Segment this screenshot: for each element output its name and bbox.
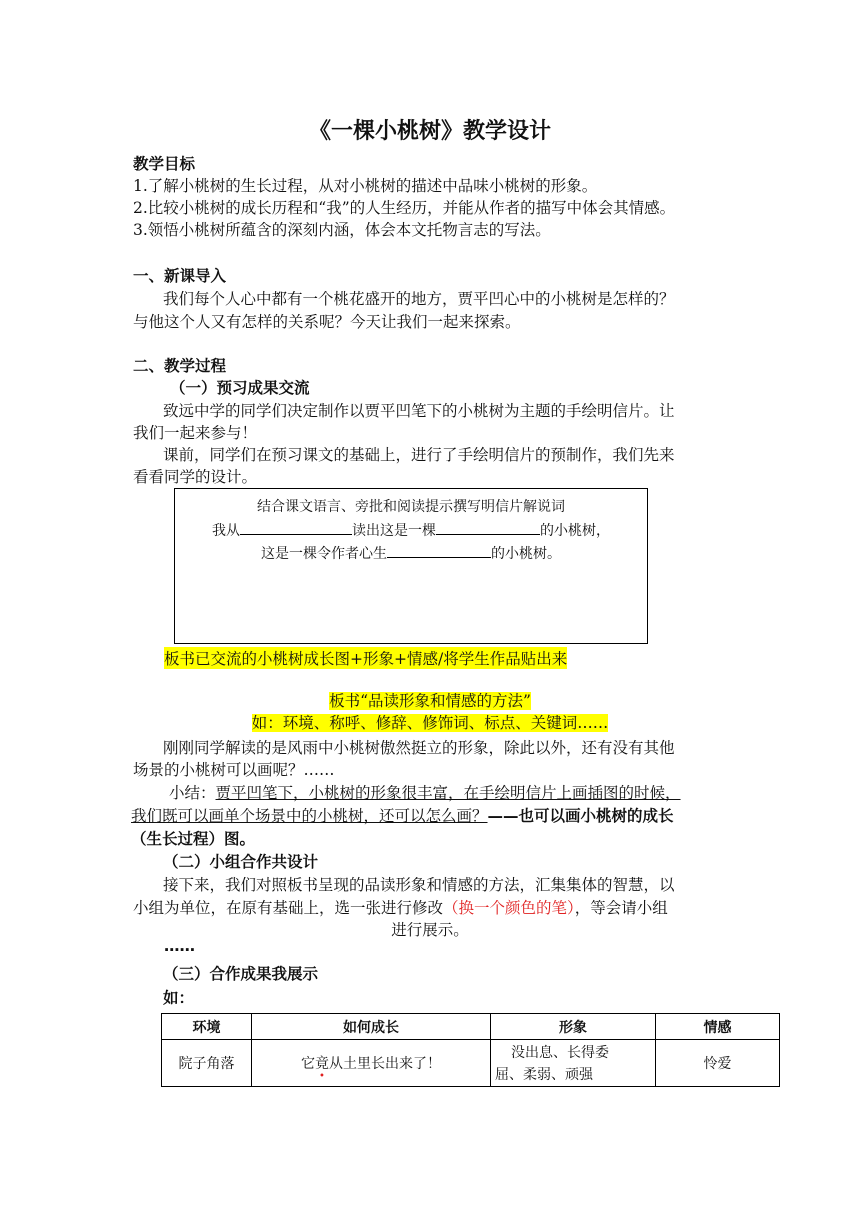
fill-blank[interactable] xyxy=(387,542,491,558)
cell-text: 屈、柔弱、顽强 xyxy=(495,1067,593,1083)
paragraph-line xyxy=(133,896,668,918)
board-note-row xyxy=(0,711,860,733)
ellipsis: …… xyxy=(164,937,195,955)
postcard-instruction: 结合课文语言、旁批和阅读提示撰写明信片解说词 xyxy=(257,499,565,515)
goal-item: 1.了解小桃树的生长过程，从对小桃树的描述中品味小桃树的形象。 xyxy=(133,177,598,195)
postcard-text: 我从 xyxy=(212,523,240,539)
paragraph-line: 接下来，我们对照板书呈现的品读形象和情感的方法，汇集集体的智慧，以 xyxy=(163,876,675,894)
emphasis-char: 竟 xyxy=(315,1056,329,1072)
postcard-fill-line xyxy=(175,519,647,540)
fill-blank[interactable] xyxy=(240,519,352,535)
page-title: 《一棵小桃树》教学设计 xyxy=(308,119,551,144)
results-table xyxy=(161,1013,780,1087)
section1-heading: 一、新课导入 xyxy=(133,267,227,285)
fill-blank[interactable] xyxy=(436,519,540,535)
postcard-text: 的小桃树， xyxy=(540,523,610,539)
postcard-text: 的小桃树。 xyxy=(491,546,561,562)
goals-heading: 教学目标 xyxy=(133,155,196,173)
cell-text: 从土里长出来了！ xyxy=(329,1056,441,1072)
highlighted-note: 板书“品读形象和情感的方法” xyxy=(329,692,531,710)
cell-text: 它 xyxy=(301,1056,315,1072)
paragraph-line: 进行展示。 xyxy=(391,921,469,939)
table-cell-image xyxy=(491,1040,656,1087)
cell-text: 没出息、长得委 xyxy=(511,1045,609,1061)
highlighted-note: 板书已交流的小桃树成长图+形象+情感/将学生作品贴出来 xyxy=(164,647,567,669)
example-label: 如： xyxy=(163,989,195,1007)
summary-bold: （生长过程）图。 xyxy=(131,830,256,848)
postcard-fill-line xyxy=(175,542,647,563)
table-row xyxy=(162,1040,780,1087)
table-header: 如何成长 xyxy=(252,1014,491,1040)
summary-underlined: 贾平凹笔下，小桃树的形象很丰富，在手绘明信片上画插图的时候， xyxy=(215,784,681,802)
table-header: 情感 xyxy=(656,1014,780,1040)
subheading: （三）合作成果我展示 xyxy=(163,965,319,983)
paragraph-line: 我们一起来参与！ xyxy=(133,424,258,442)
postcard-box xyxy=(174,488,648,644)
postcard-text: 这是一棵令作者心生 xyxy=(261,546,387,562)
paragraph-text: 小组为单位，在原有基础上，选一张进行修改 xyxy=(133,899,444,917)
section2-heading: 二、教学过程 xyxy=(133,357,227,375)
red-note: （换一个颜色的笔） xyxy=(443,899,575,917)
goal-item: 2.比较小桃树的成长历程和“我”的人生经历，并能从作者的描写中体会其情感。 xyxy=(133,199,676,217)
table-header: 形象 xyxy=(491,1014,656,1040)
table-header: 环境 xyxy=(162,1014,252,1040)
paragraph-line: 刚刚同学解读的是风雨中小桃树傲然挺立的形象，除此以外，还有没有其他 xyxy=(163,739,675,757)
paragraph-line: 我们每个人心中都有一个桃花盛开的地方，贾平凹心中的小桃树是怎样的？ xyxy=(163,290,675,308)
subheading: （一）预习成果交流 xyxy=(170,379,310,397)
summary-label: 小结： xyxy=(169,784,216,802)
table-header-row xyxy=(162,1014,780,1040)
board-note-row xyxy=(0,689,860,711)
table-cell-env: 院子角落 xyxy=(162,1040,252,1087)
postcard-text: 读出这是一棵 xyxy=(352,523,436,539)
paragraph-line: 与他这个人又有怎样的关系呢？今天让我们一起来探索。 xyxy=(133,313,521,331)
subheading: （二）小组合作共设计 xyxy=(163,853,319,871)
summary-line xyxy=(131,804,674,826)
paragraph-line: 课前，同学们在预习课文的基础上，进行了手绘明信片的预制作，我们先来 xyxy=(163,446,675,464)
goal-item: 3.领悟小桃树所蕴含的深刻内涵，体会本文托物言志的写法。 xyxy=(133,221,551,239)
paragraph-text: ，等会请小组 xyxy=(574,899,668,917)
summary-underlined: 我们既可以画单个场景中的小桃树，还可以怎么画？ xyxy=(131,807,488,825)
summary-bold: ——也可以画小桃树的成长 xyxy=(487,807,674,825)
table-cell-grow xyxy=(252,1040,491,1087)
paragraph-line: 看看同学的设计。 xyxy=(133,468,258,486)
summary-line xyxy=(169,781,681,803)
table-cell-feeling: 怜爱 xyxy=(656,1040,780,1087)
paragraph-line: 致远中学的同学们决定制作以贾平凹笔下的小桃树为主题的手绘明信片。让 xyxy=(163,402,675,420)
highlighted-note: 如：环境、称呼、修辞、修饰词、标点、关键词…… xyxy=(251,714,609,732)
paragraph-line: 场景的小桃树可以画呢？…… xyxy=(133,761,335,779)
